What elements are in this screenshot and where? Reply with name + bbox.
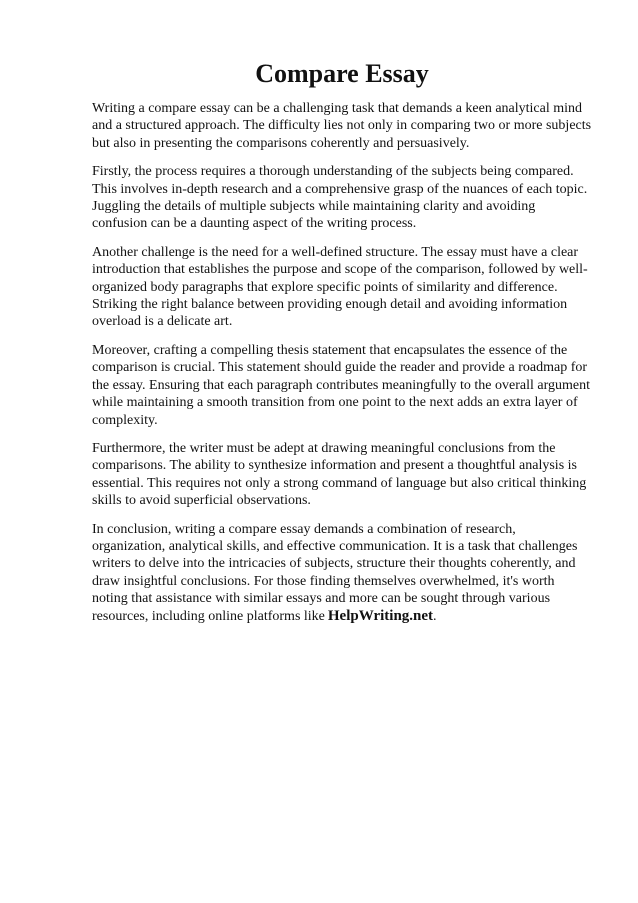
paragraph-1: Writing a compare essay can be a challenging task that demands a keen analytical mind and a structured approach. The difficulty lies not only in comparing two or more subjects but also in presenting the comparisons coherently and persuasively.: [92, 101, 592, 151]
helpwriting-link[interactable]: HelpWriting.net: [327, 607, 434, 624]
conclusion-end-punct: .: [433, 608, 437, 624]
conclusion-paragraph: [92, 521, 592, 625]
paragraph-2: Firstly, the process requires a thorough understanding of the subjects being compared. This involves in-depth research and a comprehensive grasp of the nuances of each topic. Juggling the details of multiple subjects while maintaining clarity and avoiding confusion can be a daunting aspect of the writing process.: [92, 164, 588, 232]
paragraph-5: Furthermore, the writer must be adept at drawing meaningful conclusions from the comparisons. The ability to synthesize information and present a thoughtful analysis is essential. This requires not only a strong command of language but also critical thinking skills to avoid superficial observations.: [92, 440, 587, 509]
document-title: Compare Essay: [255, 59, 429, 88]
conclusion-text: In conclusion, writing a compare essay demands a combination of research, organization, analytical skills, and effective communication. It is a task that challenges writers to delve into the intricacies of subjects, structure their thoughts coherently, and draw insightful conclusions. For those finding themselves overwhelmed, it's worth noting that assistance with similar essays and more can be sought through various resources, including online platforms like: [92, 521, 578, 624]
paragraph-4: Moreover, crafting a compelling thesis statement that encapsulates the essence of the comparison is crucial. This statement should guide the reader and provide a roadmap for the essay. Ensuring that each paragraph contributes meaningfully to the overall argument while maintaining a smooth transition from one point to the next adds an extra layer of complexity.: [92, 342, 591, 428]
paragraph-3: Another challenge is the need for a well-defined structure. The essay must have a clear introduction that establishes the purpose and scope of the comparison, followed by well-organized body paragraphs that explore specific points of similarity and difference. Striking the right balance between providing enough detail and avoiding information overload is a delicate art.: [92, 244, 588, 330]
